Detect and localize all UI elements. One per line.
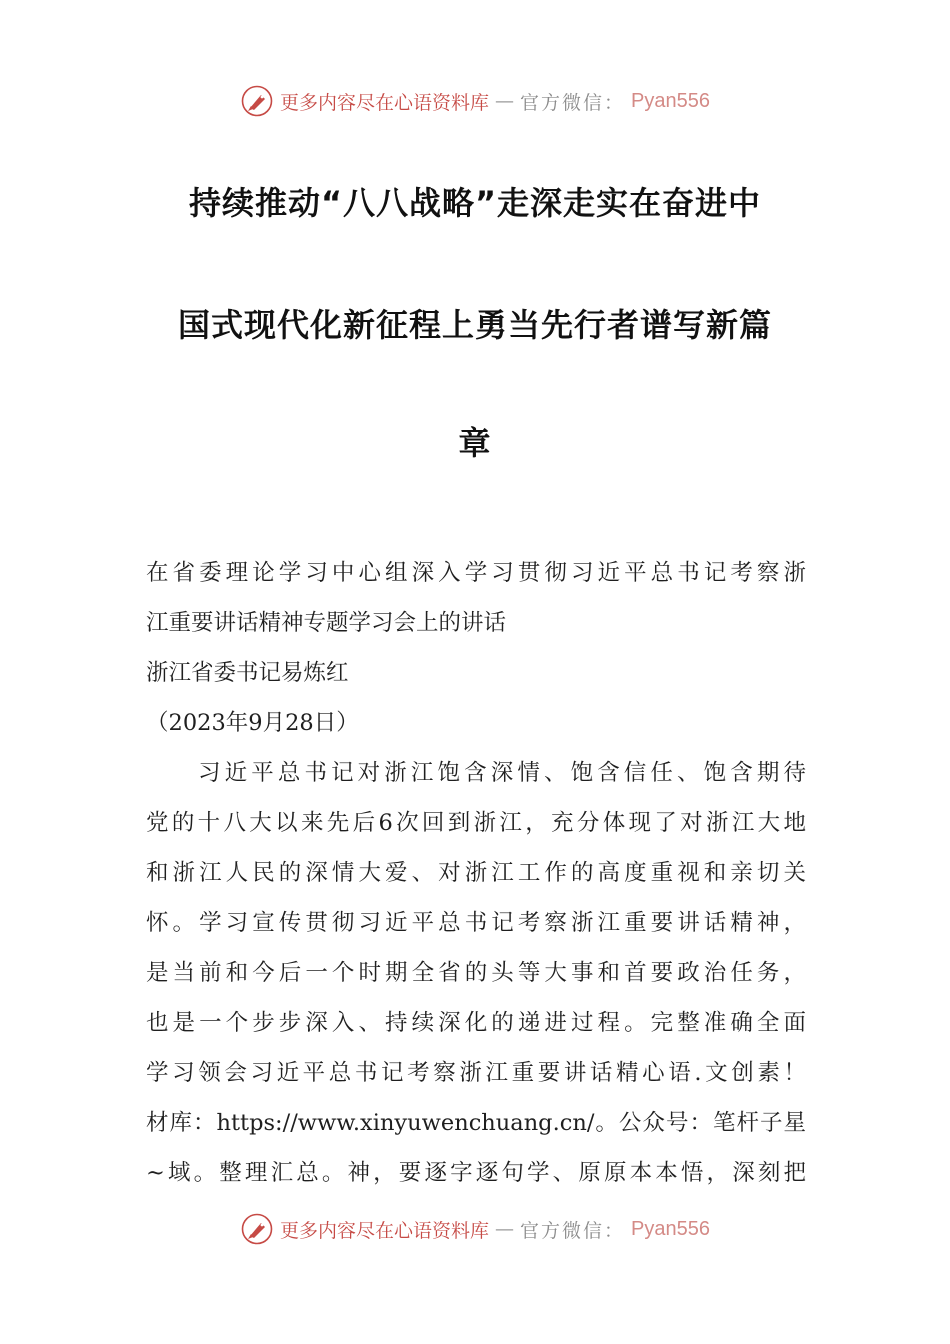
paragraph-line: 习近平总书记对浙江饱含深情、饱含信任、饱含期待 [198,760,806,786]
paragraph-line: 是当前和今后一个时期全省的头等大事和首要政治任务， [146,960,806,986]
watermark-brand-text: 更多内容尽在心语资料库 [280,1219,490,1242]
date-line: （2023年9月28日） [146,710,359,736]
pen-nib-circle-logo-icon [240,1212,274,1246]
watermark-brand-text: 更多内容尽在心语资料库 [280,91,490,114]
watermark-separator: — [495,1218,515,1240]
watermark-separator: — [495,90,515,112]
watermark-contact-label: 官方微信： [520,1219,626,1242]
subtitle-line-2: 江重要讲话精神专题学习会上的讲话 [146,610,507,636]
paragraph-line: 也是一个步步深入、持续深化的递进过程。完整准确全面 [146,1010,806,1036]
paragraph-line: ~域。整理汇总。神，要逐字逐句学、原原本本悟，深刻把 [146,1160,806,1186]
paragraph-line: 和浙江人民的深情大爱、对浙江工作的高度重视和亲切关 [146,860,806,886]
title-line-3: 章 [458,424,492,462]
paragraph-line: 怀。学习宣传贯彻习近平总书记考察浙江重要讲话精神， [146,910,806,936]
watermark-contact-label: 官方微信： [520,91,626,114]
pen-nib-circle-logo-icon [240,84,274,118]
paragraph-line: 材库：https://www.xinyuwenchuang.cn/。公众号：笔杆子星 [146,1110,806,1136]
title-line-2: 国式现代化新征程上勇当先行者谱写新篇 [177,306,772,344]
body-paragraph [146,748,806,1198]
paragraph-line: 学习领会习近平总书记考察浙江重要讲话精心语.文创素！ [146,1060,806,1086]
paragraph-line: 党的十八大以来先后6次回到浙江，充分体现了对浙江大地 [146,810,806,836]
watermark-wechat-id: Pyan556 [631,89,710,112]
author-line: 浙江省委书记易炼红 [146,660,349,686]
watermark-wechat-id: Pyan556 [631,1217,710,1240]
subtitle-line-1: 在省委理论学习中心组深入学习贯彻习近平总书记考察浙 [146,560,806,586]
title-line-1: 持续推动“八八战略”走深走实在奋进中 [188,184,762,222]
speech-info [146,548,806,748]
footer-watermark [0,1212,950,1246]
header-watermark [0,84,950,118]
